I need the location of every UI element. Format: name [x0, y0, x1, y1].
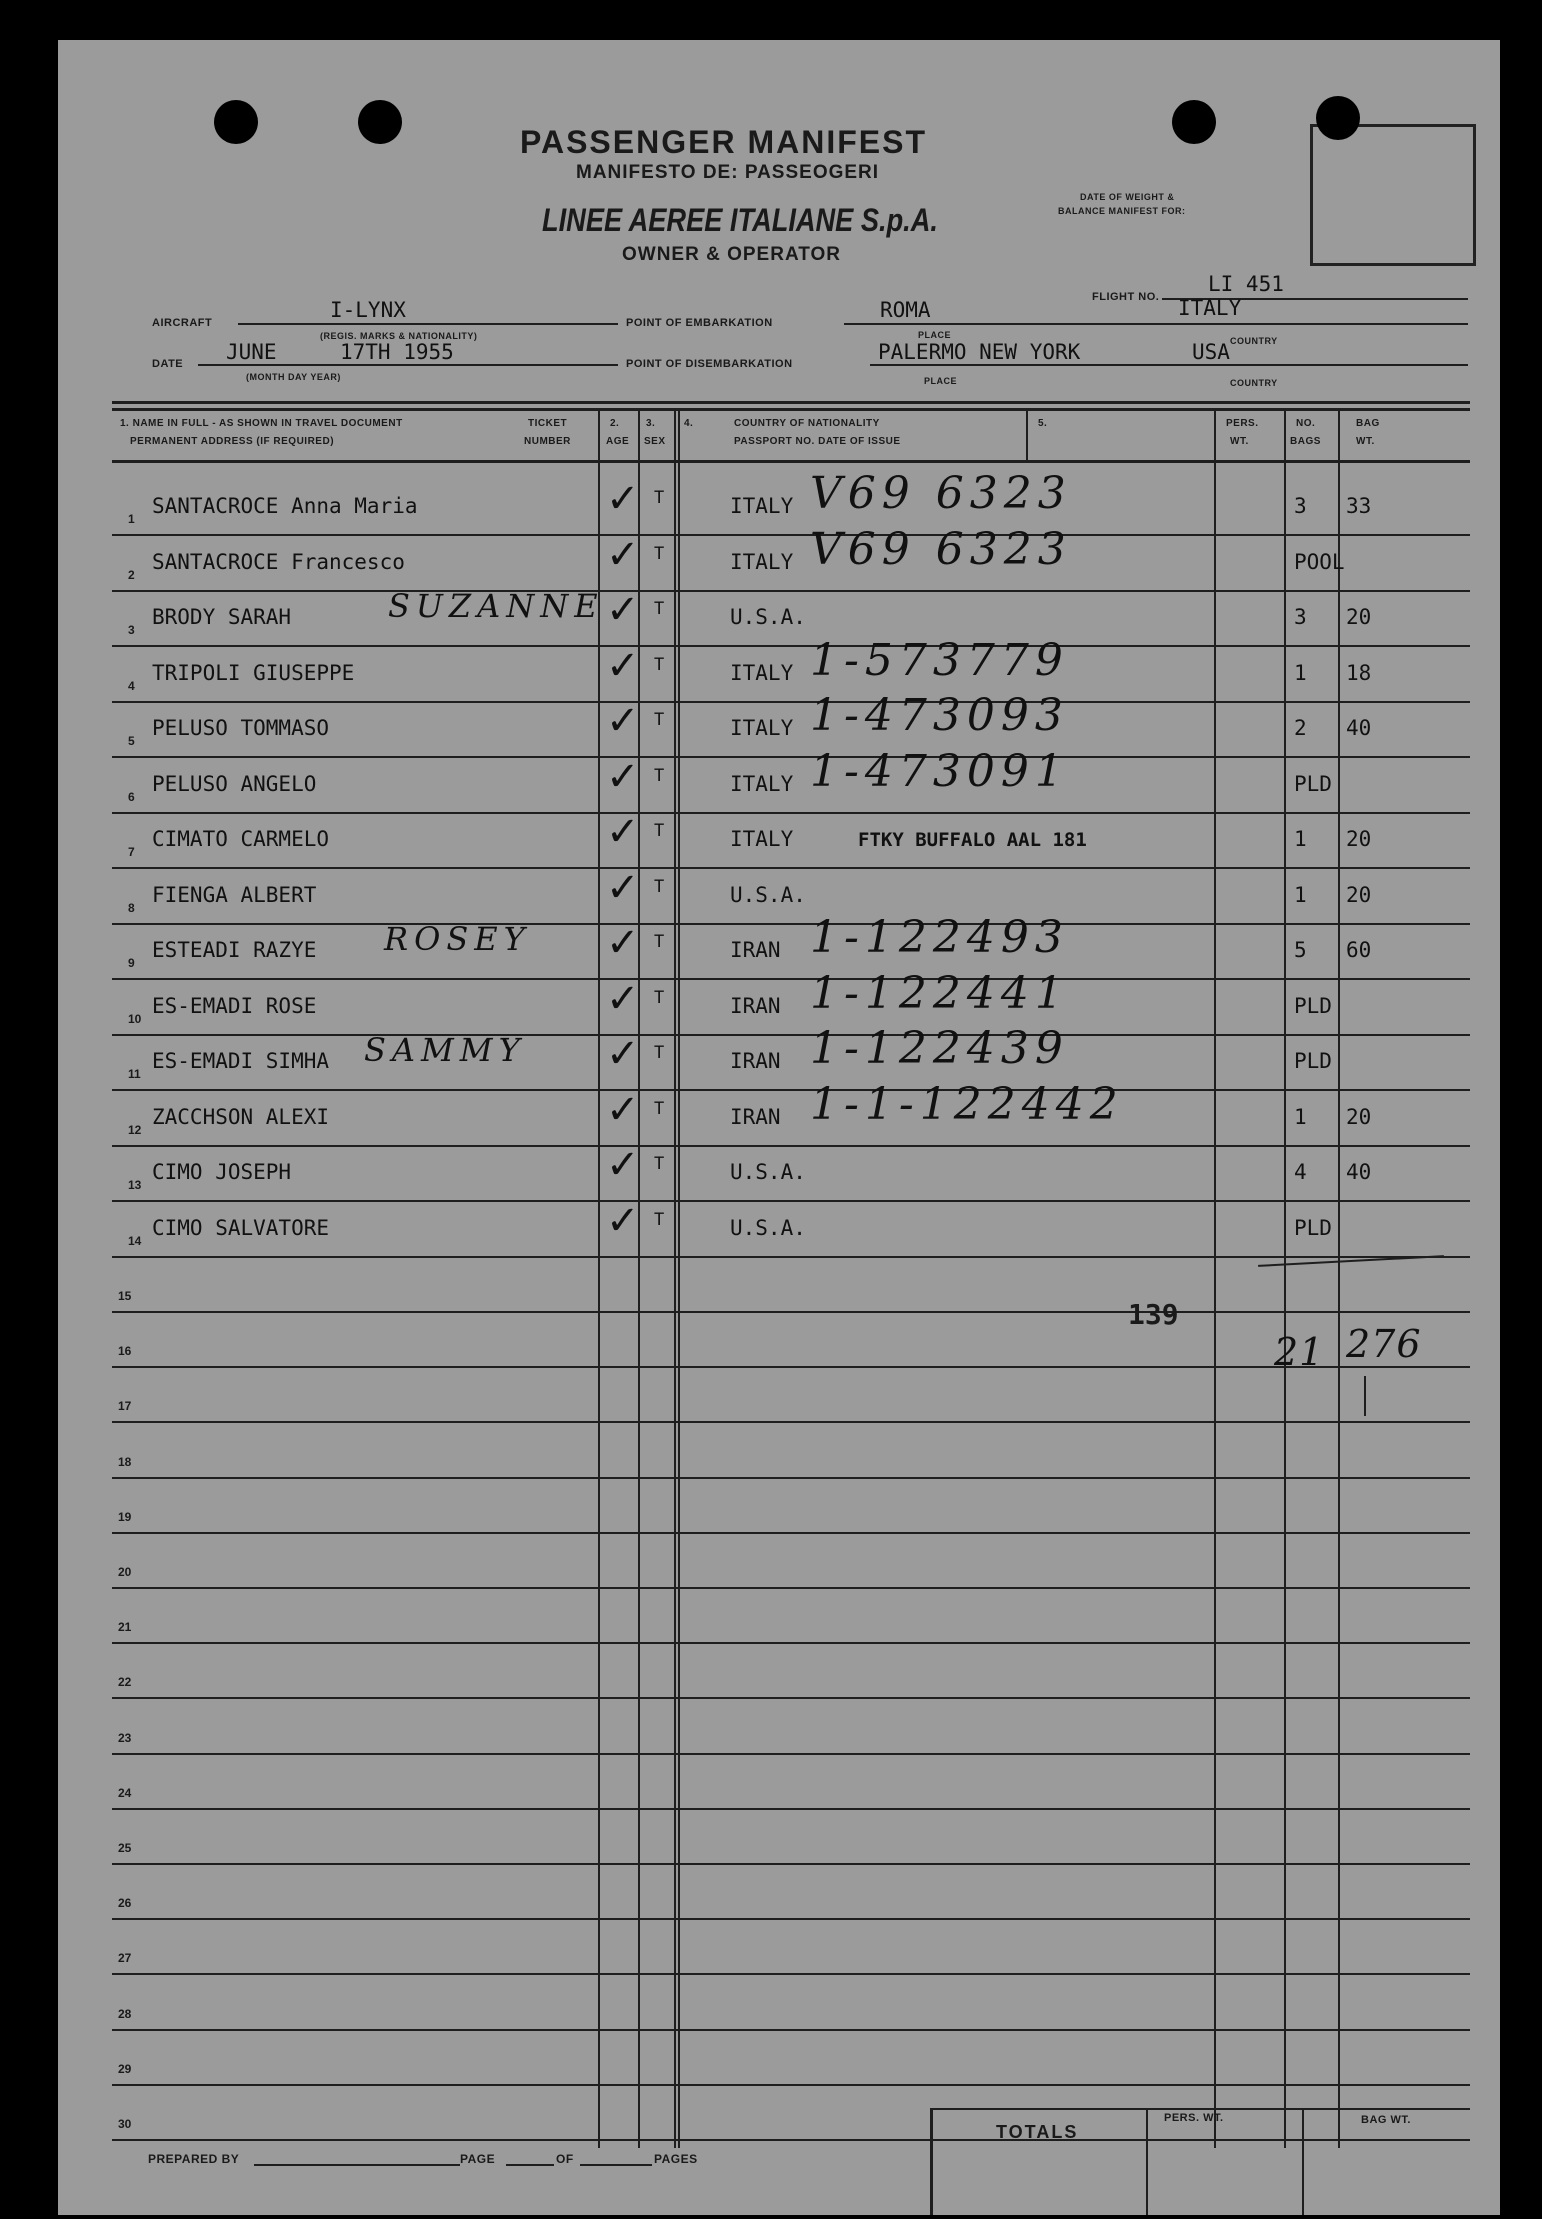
- row-number: 27: [118, 1951, 132, 1966]
- prepared-by-label: PREPARED BY: [148, 2152, 240, 2166]
- place-label: PLACE: [918, 330, 952, 340]
- row-number: 15: [118, 1289, 132, 1303]
- row-number: 4: [128, 678, 135, 693]
- weight-note: DATE OF WEIGHT &: [1080, 192, 1175, 202]
- owner-operator: OWNER & OPERATOR: [622, 244, 842, 265]
- check-mark: ✓: [606, 1086, 640, 1133]
- passenger-sex: T: [654, 1043, 665, 1063]
- passport-number: 1-122493: [810, 912, 1069, 963]
- bag-count: PLD: [1294, 993, 1332, 1018]
- row-line: [112, 867, 1470, 869]
- passenger-nationality: ITALY: [730, 827, 794, 851]
- bag-count: PLD: [1294, 771, 1332, 796]
- row-line: [112, 1973, 1470, 1975]
- passenger-name: BRODY SARAH: [152, 605, 292, 629]
- passport-number: 1-122439: [810, 1023, 1069, 1074]
- passport-number: 1-122441: [810, 967, 1069, 1019]
- row-line: [112, 590, 1470, 592]
- disembarkation-place: PALERMO NEW YORK: [878, 340, 1081, 364]
- bag-count: 4: [1294, 1160, 1307, 1184]
- passenger-name: FIENGA ALBERT: [152, 882, 317, 907]
- col-name-header: 1. NAME IN FULL - AS SHOWN IN TRAVEL DOCUMENT: [120, 418, 403, 429]
- aircraft-value: I-LYNX: [330, 298, 406, 322]
- passport-number: 1-473091: [810, 745, 1069, 797]
- aircraft-label: AIRCRAFT: [152, 317, 213, 329]
- bag-count: 3: [1294, 494, 1307, 518]
- row-number: 28: [118, 2006, 132, 2021]
- col-pers-header: PERS.: [1226, 418, 1259, 429]
- row-line: [112, 1642, 1470, 1644]
- row-line: [112, 1753, 1470, 1755]
- flight-label: FLIGHT NO.: [1092, 291, 1160, 303]
- row-number: 12: [128, 1122, 142, 1137]
- col-5-header: 5.: [1038, 418, 1048, 429]
- col-nationality-header: COUNTRY OF NATIONALITY: [734, 418, 880, 429]
- date-label: DATE: [152, 358, 184, 370]
- manifest-sheet: [58, 40, 1500, 2215]
- row-line: [112, 1587, 1470, 1589]
- disembarkation-country: USA: [1192, 340, 1230, 364]
- stamp-box: [1310, 124, 1476, 266]
- col-age-header: 2.: [610, 418, 620, 429]
- row-line: [112, 1697, 1470, 1699]
- passenger-sex: T: [654, 765, 665, 786]
- passenger-name: CIMATO CARMELO: [152, 827, 330, 851]
- wt-total: 276: [1346, 1322, 1422, 1366]
- bag-weight: 40: [1346, 1160, 1372, 1184]
- row-number: 19: [118, 1509, 132, 1524]
- passenger-name: CIMO SALVATORE: [152, 1215, 330, 1240]
- row-line: [112, 701, 1470, 703]
- col-bagwt-sub: WT.: [1356, 436, 1375, 447]
- check-mark: ✓: [606, 587, 640, 633]
- passenger-nationality: ITALY: [730, 771, 794, 796]
- bag-wt-label: BAG WT.: [1361, 2114, 1411, 2126]
- row-number: 21: [118, 1620, 132, 1635]
- row-line: [112, 1311, 1470, 1313]
- passenger-name: CIMO JOSEPH: [152, 1160, 292, 1184]
- row-number: 2: [128, 567, 135, 582]
- embarkation-place: ROMA: [880, 298, 931, 322]
- passport-number: 1-473093: [810, 690, 1069, 741]
- passenger-name: TRIPOLI GIUSEPPE: [152, 660, 355, 685]
- bag-count: POOL: [1294, 549, 1345, 574]
- passenger-nationality: ITALY: [730, 716, 794, 740]
- bag-count: 1: [1294, 1104, 1307, 1129]
- row-number: 24: [118, 1785, 132, 1800]
- bag-count: 5: [1294, 938, 1307, 962]
- embarkation-label: POINT OF EMBARKATION: [626, 317, 773, 329]
- bag-weight: 60: [1346, 938, 1372, 962]
- check-mark: ✓: [606, 753, 640, 800]
- row-number: 5: [128, 734, 135, 748]
- passenger-sex: T: [654, 932, 665, 952]
- passenger-name: SANTACROCE Anna Maria: [152, 494, 418, 518]
- row-line: [112, 923, 1470, 925]
- check-mark: ✓: [606, 809, 640, 855]
- bag-weight: 20: [1346, 605, 1372, 629]
- row-number: 14: [128, 1233, 142, 1248]
- pages-label: PAGES: [654, 2152, 698, 2166]
- passenger-name: PELUSO ANGELO: [152, 771, 317, 796]
- bag-count: 1: [1294, 827, 1307, 851]
- embarkation-country: ITALY: [1178, 296, 1242, 320]
- place-label: PLACE: [924, 376, 958, 386]
- check-mark: ✓: [606, 1031, 640, 1077]
- bag-count: 1: [1294, 660, 1307, 685]
- row-line: [112, 2029, 1470, 2031]
- check-mark: ✓: [606, 975, 640, 1022]
- passenger-sex: T: [654, 1154, 665, 1174]
- row-line: [112, 645, 1470, 647]
- row-number: 6: [128, 789, 135, 804]
- col-4-header: 4.: [684, 418, 694, 429]
- pers-wt-label: PERS. WT.: [1164, 2112, 1224, 2124]
- row-line: [112, 812, 1470, 814]
- row-number: 8: [128, 900, 135, 915]
- punch-hole: [1316, 96, 1360, 140]
- row-line: [112, 1477, 1470, 1479]
- row-number: 26: [118, 1896, 132, 1911]
- check-mark: ✓: [606, 642, 640, 689]
- passenger-name: ESTEADI RAZYE: [152, 938, 317, 962]
- check-mark: ✓: [606, 531, 640, 578]
- passenger-name: SANTACROCE Francesco: [152, 549, 405, 574]
- passenger-sex: T: [654, 987, 665, 1008]
- row-line: [112, 1145, 1470, 1147]
- passenger-nationality: ITALY: [730, 494, 794, 518]
- date-sub: (MONTH DAY YEAR): [246, 372, 341, 382]
- col-passport-header: PASSPORT NO. DATE OF ISSUE: [734, 436, 901, 447]
- col-sex-sub: SEX: [644, 436, 666, 447]
- row-line: [112, 1256, 1470, 1258]
- passenger-sex: T: [654, 654, 665, 675]
- manifest-title: PASSENGER MANIFEST: [520, 124, 927, 160]
- check-mark: ✓: [606, 1197, 640, 1244]
- bag-weight: 20: [1346, 1104, 1372, 1129]
- row-number: 11: [128, 1067, 141, 1081]
- bag-weight: 18: [1346, 660, 1372, 685]
- row-number: 25: [118, 1841, 132, 1855]
- passenger-sex: T: [654, 821, 665, 841]
- country-label: COUNTRY: [1230, 378, 1278, 388]
- bag-count: 3: [1294, 605, 1307, 629]
- bag-count: PLD: [1294, 1049, 1332, 1073]
- col-sex-header: 3.: [646, 418, 656, 429]
- row-line: [112, 1200, 1470, 1202]
- row-number: 1: [128, 512, 135, 526]
- passenger-name: ZACCHSON ALEXI: [152, 1104, 330, 1129]
- col-ticket-header: TICKET: [528, 418, 568, 429]
- row-line: [112, 756, 1470, 758]
- totals-label: TOTALS: [996, 2122, 1079, 2142]
- aircraft-sub: (REGIS. MARKS & NATIONALITY): [320, 331, 478, 341]
- row-line: [112, 534, 1470, 536]
- row-number: 13: [128, 1178, 142, 1192]
- row-line: [112, 978, 1470, 980]
- passenger-nationality: IRAN: [730, 1104, 781, 1129]
- handwritten-name: SUZANNE: [388, 587, 604, 625]
- disembarkation-label: POINT OF DISEMBARKATION: [626, 358, 793, 370]
- check-mark: ✓: [606, 920, 640, 966]
- row-number: 3: [128, 623, 135, 637]
- col-pers-sub: WT.: [1230, 436, 1249, 447]
- passenger-nationality: U.S.A.: [730, 1215, 806, 1240]
- bag-weight: 40: [1346, 716, 1372, 740]
- bag-count: PLD: [1294, 1215, 1332, 1240]
- punch-hole: [214, 100, 258, 144]
- row-line: [112, 1034, 1470, 1036]
- col-name-sub: PERMANENT ADDRESS (IF REQUIRED): [130, 436, 335, 447]
- col-bagwt-header: BAG: [1356, 418, 1380, 429]
- passenger-nationality: ITALY: [730, 660, 794, 685]
- passenger-nationality: U.S.A.: [730, 1160, 806, 1184]
- passenger-name: ES-EMADI SIMHA: [152, 1049, 330, 1073]
- passenger-sex: T: [654, 1209, 665, 1230]
- row-line: [112, 1421, 1470, 1423]
- passenger-sex: T: [654, 1098, 665, 1119]
- row-line: [112, 1863, 1470, 1865]
- passenger-sex: T: [654, 488, 665, 508]
- bag-count: 1: [1294, 882, 1307, 907]
- page-label: PAGE: [460, 2152, 496, 2166]
- row-number: 18: [118, 1454, 132, 1469]
- handwritten-name: ROSEY: [384, 920, 531, 958]
- passenger-sex: T: [654, 543, 665, 564]
- passenger-sex: T: [654, 876, 665, 897]
- row-number: 10: [128, 1011, 142, 1026]
- passenger-nationality: ITALY: [730, 549, 794, 574]
- row-line: [112, 1089, 1470, 1091]
- check-mark: ✓: [606, 1142, 640, 1188]
- passenger-sex: T: [654, 710, 665, 730]
- row-number: 30: [118, 2117, 132, 2131]
- passenger-nationality: IRAN: [730, 1049, 781, 1073]
- check-mark: ✓: [606, 864, 640, 911]
- punch-hole: [358, 100, 402, 144]
- row-line: [112, 2084, 1470, 2086]
- date-day-year: 17TH 1955: [340, 340, 454, 364]
- row-line: [112, 1366, 1470, 1368]
- pers-total: 139: [1128, 1298, 1179, 1331]
- row-line: [112, 1808, 1470, 1810]
- bag-weight: 20: [1346, 882, 1372, 907]
- of-label: OF: [556, 2152, 574, 2166]
- bag-weight: 33: [1346, 494, 1372, 518]
- row-number: 9: [128, 956, 135, 970]
- bag-count: 2: [1294, 716, 1307, 740]
- check-mark: ✓: [606, 698, 640, 744]
- passenger-name: PELUSO TOMMASO: [152, 716, 330, 740]
- row-number: 29: [118, 2061, 132, 2076]
- passenger-nationality: IRAN: [730, 993, 781, 1018]
- row-line: [112, 2139, 1470, 2141]
- passenger-nationality: U.S.A.: [730, 605, 806, 629]
- weight-note: BALANCE MANIFEST FOR:: [1058, 206, 1186, 216]
- passport-number: V69 6323: [810, 523, 1072, 575]
- passenger-name: ES-EMADI ROSE: [152, 993, 317, 1018]
- row-number: 22: [118, 1675, 132, 1690]
- flight-value: LI 451: [1208, 272, 1284, 296]
- row-line: [112, 1532, 1470, 1534]
- bag-weight: 20: [1346, 827, 1372, 851]
- row-line: [112, 1918, 1470, 1920]
- airline-logo: LINEE AEREE ITALIANE S.p.A.: [542, 202, 938, 238]
- row-number: 20: [118, 1565, 132, 1579]
- passenger-sex: T: [654, 599, 665, 619]
- passport-number: V69 6323: [810, 468, 1072, 519]
- date-month: JUNE: [226, 340, 277, 364]
- passport-number: 1-1-122442: [810, 1078, 1124, 1130]
- col-bags-sub: BAGS: [1290, 436, 1321, 447]
- col-ticket-sub: NUMBER: [524, 436, 571, 447]
- punch-hole: [1172, 100, 1216, 144]
- row-number: 7: [128, 845, 135, 859]
- manifest-subtitle: MANIFESTO DE: PASSEOGERI: [576, 162, 880, 183]
- passenger-nationality: U.S.A.: [730, 882, 806, 907]
- country-label: COUNTRY: [1230, 336, 1278, 346]
- bags-total: 21: [1274, 1330, 1325, 1374]
- passport-number: 1-573779: [810, 634, 1069, 686]
- row-number: 16: [118, 1344, 132, 1359]
- row-number: 23: [118, 1730, 132, 1745]
- col-bags-header: NO.: [1296, 418, 1316, 429]
- handwritten-name: SAMMY: [364, 1031, 526, 1069]
- row-number: 17: [118, 1399, 132, 1414]
- check-mark: ✓: [606, 476, 640, 522]
- col-age-sub: AGE: [606, 436, 630, 447]
- passenger-nationality: IRAN: [730, 938, 781, 962]
- passport-number: FTKY BUFFALO AAL 181: [858, 829, 1087, 851]
